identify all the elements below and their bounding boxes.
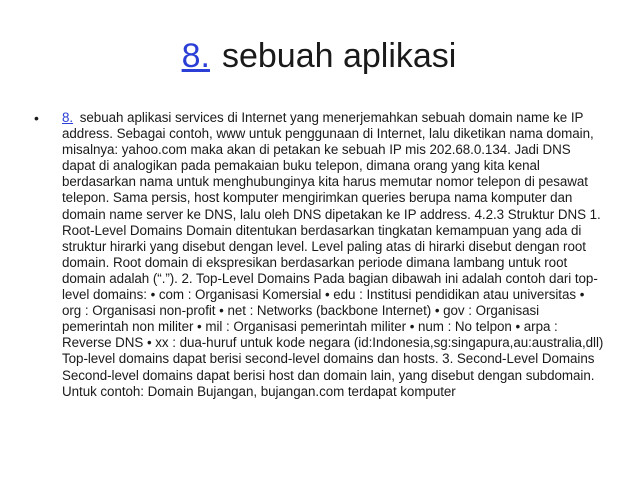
slide-title [0,34,638,78]
title-number-link[interactable]: 8. [181,37,210,75]
title-text: sebuah aplikasi [221,37,457,75]
bullet-item [34,110,604,400]
body-number-link[interactable]: 8. [62,110,74,125]
body-paragraph [62,110,604,400]
body-text: sebuah aplikasi services di Internet yang menerjemahkan sebuah domain name ke IP address. Sebagai contoh, www untuk penggunaan di Internet, lalu diketikan nama domain, misalnya: yahoo.com maka akan di petakan ke sebuah IP mis 202.68.0.134. Jadi DNS dapat di analogikan pada pemakaian buku telepon, dimana orang yang kita kenal berdasarkan nama untuk menghubunginya kita harus memutar nomor telepon di pesawat telepon. Sama persis, host komputer mengirimkan queries berupa nama komputer dan domain name server ke DNS, lalu oleh DNS dipetakan ke IP address. 4.2.3 Struktur DNS 1. Root-Level Domains Domain ditentukan berdasarkan tingkatan kemampuan yang ada di struktur hirarki yang disebut dengan level. Level paling atas di hirarki disebut dengan root domain. Root domain di ekspresikan berdasarkan periode dimana lambang untuk root domain adalah (“.”). 2. Top-Level Domains Pada bagian dibawah ini adalah contoh dari top-level domains: • com : Organisasi Komersial • edu : Institusi pendidikan atau universitas • org : Organisasi non-profit • net : Networks (backbone Internet) • gov : Organisasi pemerintah non militer • mil : Organisasi pemerintah militer • num : No telpon • arpa : Reverse DNS • xx : dua-huruf untuk kode negara (id:Indonesia,sg:singapura,au:australia,dll) Top-level domains dapat berisi second-level domains dan hosts. 3. Second-Level Domains Second-level domains dapat berisi host dan domain lain, yang disebut dengan subdomain. Untuk contoh: Domain Bujangan, bujangan.com terdapat komputer [62,110,604,399]
bullet-icon: • [34,110,39,126]
